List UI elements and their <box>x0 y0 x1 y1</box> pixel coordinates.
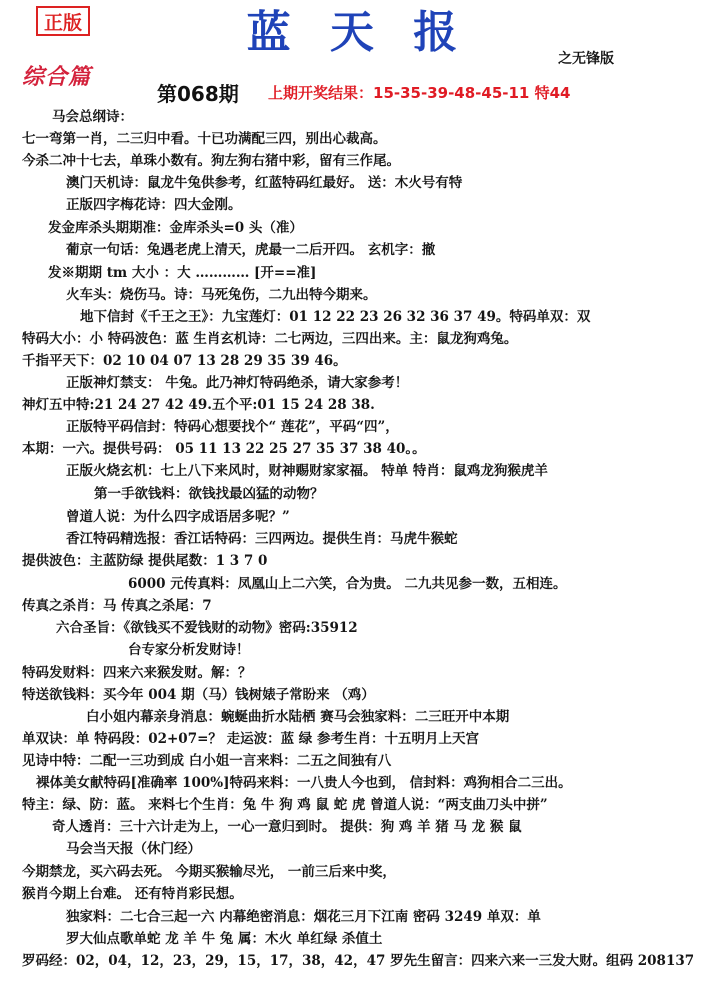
text-line: 正版神灯禁支： 牛兔。此乃神灯特码绝杀，请大家参考！ <box>66 375 409 391</box>
text-line: 火车头：烧伤马。诗：马死兔伤，二九出特今期来。 <box>66 287 377 303</box>
text-line: 见诗中特：二配一三功到成 白小姐一言来料：二五之间独有八 <box>22 753 392 769</box>
text-line: 奇人透肖：三十六计走为上，一心一意归到时。 提供：狗 鸡 羊 猪 马 龙 猴 鼠 <box>52 819 522 835</box>
text-line: 正版四字梅花诗：四大金刚。 <box>66 197 242 213</box>
text-line: 特码大小：小 特码波色：蓝 生肖玄机诗：二七两边，三四出来。主：鼠龙狗鸡兔。 <box>22 331 518 347</box>
text-line: 葡京一句话：兔遇老虎上清天，虎最一二后开四。 玄机字：撤 <box>66 242 436 258</box>
text-line: 马会总纲诗： <box>52 109 133 125</box>
text-line: 提供波色：主蓝防绿 提供尾数：1 3 7 0 <box>22 553 268 569</box>
last-draw-result: 上期开奖结果：15-35-39-48-45-11 特44 <box>268 84 571 102</box>
text-line: 七一弯第一肖，二三归中看。十已功满配三四，别出心裁高。 <box>22 131 387 147</box>
issue-number: 第068期 <box>157 82 239 106</box>
text-line: 神灯五中特:21 24 27 42 49.五个平:01 15 24 28 38. <box>22 397 375 413</box>
text-line: 特送欲钱料：买今年 004 期（马）钱树婊子常盼来 （鸡） <box>22 687 375 703</box>
text-line: 本期：一六。提供号码： 05 11 13 22 25 27 35 37 38 40。。 <box>22 441 426 457</box>
text-line: 正版火烧玄机：七上八下来风时，财神赐财家家福。 特单 特肖：鼠鸡龙狗猴虎羊 <box>66 463 548 479</box>
text-line: 香江特码精选报：香江话特码：三四两边。提供生肖：马虎牛猴蛇 <box>66 531 458 547</box>
text-line: 罗码经：02，04，12，23，29，15，17，38，42，47 罗先生留言：四来六来一三发大财。组码 208137 <box>22 953 695 969</box>
text-line: 第一手欲钱料：欲钱找最凶猛的动物？ <box>94 486 324 502</box>
text-line: 6000 元传真料：凤凰山上二六笑，合为贵。 二九共见参一数，五相连。 <box>128 576 567 592</box>
text-line: 猴肖今期上台难。 还有特肖彩民想。 <box>22 886 243 902</box>
text-line: 特主：绿、防：蓝。 来料七个生肖：兔 牛 狗 鸡 鼠 蛇 虎 曾道人说：“两支曲刀头中拼” <box>22 797 548 813</box>
text-line: 正版特平码信封：特码心想要找个“ 莲花”，平码“四”， <box>66 419 399 435</box>
text-line: 传真之杀肖：马 传真之杀尾：7 <box>22 598 212 614</box>
edition-label: 之无锋版 <box>558 51 614 67</box>
text-line: 今杀二冲十七去，单珠小数有。狗左狗右猪中彩，留有三作尾。 <box>22 153 400 169</box>
genuine-badge: 正版 <box>36 6 90 36</box>
text-line: 裸体美女献特码[准确率 100%]特码来料：一八贵人今也到， 信封料：鸡狗相合二三出。 <box>36 775 572 791</box>
text-line: 地下信封《千王之王》：九宝莲灯：01 12 22 23 26 32 36 37 49。特码单双：双 <box>80 309 591 325</box>
section-label: 综合篇 <box>22 64 92 90</box>
text-line: 六合圣旨：《欲钱买不爱钱财的动物》密码:35912 <box>56 620 358 636</box>
text-line: 罗大仙点歌单蛇 龙 羊 牛 兔 属：木火 单红绿 杀值土 <box>66 931 383 947</box>
text-line: 台专家分析发财诗！ <box>128 642 250 658</box>
text-line: 发金库杀头期期准：金库杀头=0 头（准） <box>48 220 303 236</box>
text-line: 独家料：二七合三起一六 内幕绝密消息：烟花三月下江南 密码 3249 单双：单 <box>66 909 541 925</box>
page-title: 蓝 天 报 <box>246 7 470 58</box>
text-line: 今期禁龙，买六码去死。 今期买猴输尽光， 一前三后来中奖， <box>22 864 396 880</box>
text-line: 特码发财料：四来六来猴发财。解：？ <box>22 665 252 681</box>
text-line: 澳门天机诗：鼠龙牛兔供参考，红蓝特码红最好。 送：木火号有特 <box>66 175 463 191</box>
text-line: 发※期期 tm 大小 ：大 ………… [开==准] <box>48 265 317 281</box>
text-line: 千指平天下：02 10 04 07 13 28 29 35 39 46。 <box>22 353 347 369</box>
text-line: 白小姐内幕亲身消息：蜿蜒曲折水陆栖 赛马会独家料：二三旺开中本期 <box>86 709 510 725</box>
text-line: 曾道人说：为什么四字成语居多呢？” <box>66 509 290 525</box>
text-line: 单双诀：单 特码段：02+07=？ 走运波：蓝 绿 参考生肖：十五明月上天宫 <box>22 731 479 747</box>
text-line: 马会当天报（休门经） <box>66 841 201 857</box>
